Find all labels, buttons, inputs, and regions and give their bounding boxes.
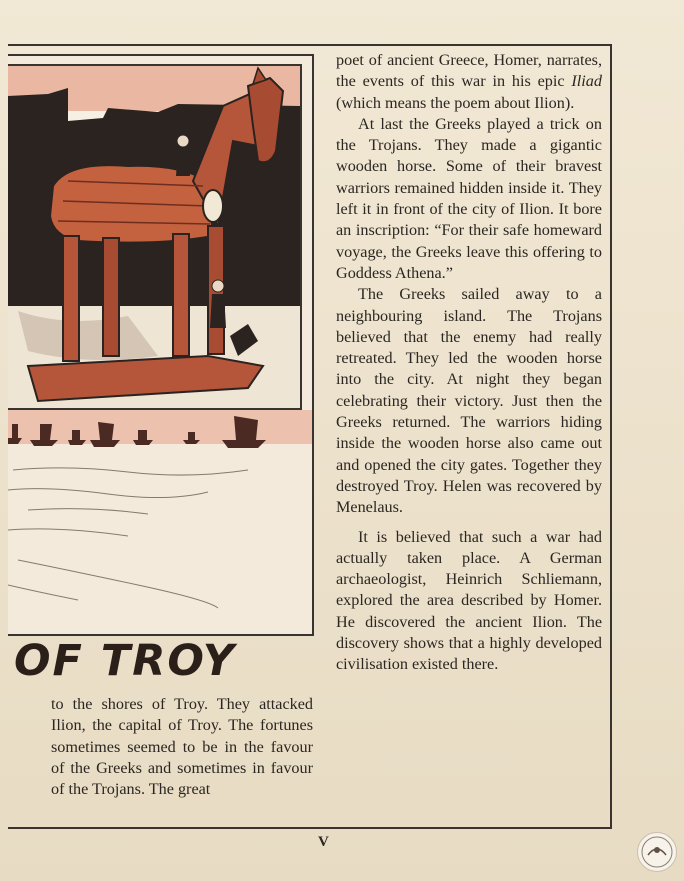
publisher-stamp-icon: [637, 832, 677, 872]
left-column: [51, 694, 313, 800]
left-paragraph: to the shores of Troy. They attacked Ilion, the capital of Troy. The fortunes sometimes seemed to be in the favour of the Greeks and sometimes in favour of the Trojans. The great: [51, 695, 313, 799]
frame-top-rule: [8, 44, 612, 46]
trojan-horse-drawing: [8, 66, 300, 408]
right-column: [336, 50, 602, 676]
paragraph-1: [336, 50, 602, 114]
page-number: V: [318, 834, 329, 850]
frame-bottom-rule: [8, 827, 612, 829]
sea-drawing: [8, 410, 312, 634]
paragraph-3: The Greeks sailed away to a neighbouring island. The Trojans believed that the enemy had really retreated. They led the wooden horse into the city. At night they began celebrating their victory. Just then the Greeks returned. The warriors hiding inside the wooden horse also came out and opened the city gates. Together they destroyed Troy. Helen was recovered by Menelaus.: [336, 285, 602, 517]
frame-right-rule: [610, 44, 612, 829]
paragraph-2: At last the Greeks played a trick on the Trojans. They made a gigantic wooden horse. Some of their bravest warriors remained hidden inside it. They left it in front of the city of Ilion. It bore an inscription: “For their safe homeward voyage, the Greeks leave this offering to Goddess Athena.”: [336, 114, 602, 282]
sea-with-ships: [8, 410, 312, 634]
section-heading: OF TROY: [14, 636, 236, 686]
illustration: [8, 54, 314, 636]
epic-title: Iliad: [571, 72, 602, 91]
paragraph-4: It is believed that such a war had actually taken place. A German archaeologist, Heinrich Schliemann, explored the area described by Homer. He discovered the ancient Ilion. The discovery shows that a highly developed civilisation existed there.: [336, 527, 602, 674]
trojan-horse-illustration: [8, 64, 302, 410]
paragraph-1-end: (which means the poem about Ilion).: [336, 93, 575, 112]
paragraph-1-start: poet of ancient Greece, Homer, narrates, the events of this war in his epic: [336, 51, 602, 91]
